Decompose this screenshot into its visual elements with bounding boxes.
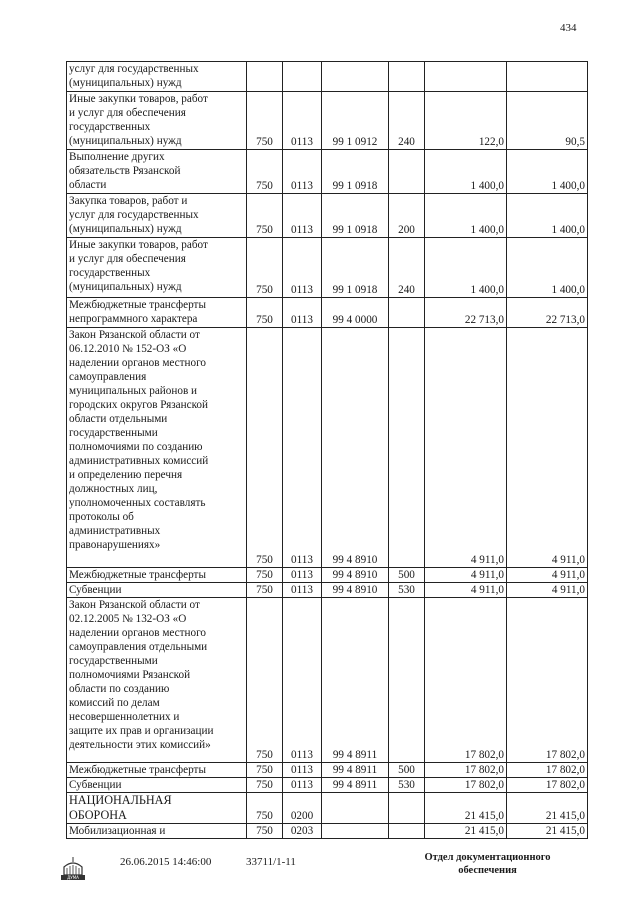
cell-ved: 750: [247, 238, 283, 298]
cell-sum-2: 4 911,0: [507, 568, 588, 583]
row-name: Субвенции: [67, 583, 247, 598]
row-name: Закупка товаров, работ и услуг для государственных (муниципальных) нужд: [67, 194, 247, 238]
cell-vr: 500: [389, 763, 425, 778]
table-row: [67, 92, 588, 150]
cell-sum-1: 1 400,0: [425, 194, 507, 238]
cell-sum-2: 4 911,0: [507, 328, 588, 568]
cell-ved: [247, 62, 283, 92]
cell-sum-2: 1 400,0: [507, 238, 588, 298]
cell-razdel: 0113: [283, 778, 322, 793]
table-row: [67, 328, 588, 568]
cell-sum-2: 90,5: [507, 92, 588, 150]
cell-sum-1: 17 802,0: [425, 778, 507, 793]
row-name: Мобилизационная и: [67, 824, 247, 839]
cell-sum-1: 17 802,0: [425, 598, 507, 763]
cell-vr: 530: [389, 583, 425, 598]
cell-razdel: 0203: [283, 824, 322, 839]
cell-vr: [389, 824, 425, 839]
cell-csr: [322, 62, 389, 92]
cell-sum-1: [425, 62, 507, 92]
cell-csr: 99 4 8911: [322, 778, 389, 793]
cell-ved: 750: [247, 778, 283, 793]
cell-sum-1: 21 415,0: [425, 793, 507, 824]
cell-vr: 530: [389, 778, 425, 793]
cell-sum-2: 17 802,0: [507, 763, 588, 778]
cell-razdel: 0113: [283, 92, 322, 150]
cell-razdel: 0200: [283, 793, 322, 824]
cell-ved: 750: [247, 583, 283, 598]
row-name: Закон Рязанской области от 02.12.2005 № 132-ОЗ «О наделении органов местного самоуправления отдельными государственными полномочиями Рязанской области по созданию комиссий по делам несовершеннолетних и защите их прав и организации деятельности этих комиссий»: [67, 598, 247, 763]
cell-vr: 240: [389, 238, 425, 298]
cell-razdel: 0113: [283, 194, 322, 238]
cell-csr: 99 4 8911: [322, 763, 389, 778]
duma-logo-icon: [58, 853, 88, 883]
budget-table-body: [67, 62, 588, 839]
cell-ved: 750: [247, 793, 283, 824]
cell-sum-1: 1 400,0: [425, 238, 507, 298]
cell-sum-1: 17 802,0: [425, 763, 507, 778]
row-name: Выполнение других обязательств Рязанской области: [67, 150, 247, 194]
cell-csr: 99 4 8910: [322, 328, 389, 568]
cell-ved: 750: [247, 150, 283, 194]
cell-razdel: 0113: [283, 238, 322, 298]
table-row: [67, 194, 588, 238]
cell-sum-1: 21 415,0: [425, 824, 507, 839]
footer-datetime: 26.06.2015 14:46:00: [120, 856, 212, 868]
cell-csr: 99 1 0918: [322, 194, 389, 238]
table-row: [67, 763, 588, 778]
row-name: услуг для государственных (муниципальных) нужд: [67, 62, 247, 92]
row-name: Иные закупки товаров, работ и услуг для обеспечения государственных (муниципальных) нужд: [67, 238, 247, 298]
cell-ved: 750: [247, 194, 283, 238]
cell-vr: [389, 150, 425, 194]
row-name: НАЦИОНАЛЬНАЯ ОБОРОНА: [67, 793, 247, 824]
cell-sum-1: 4 911,0: [425, 328, 507, 568]
cell-csr: [322, 793, 389, 824]
cell-razdel: 0113: [283, 583, 322, 598]
cell-ved: 750: [247, 824, 283, 839]
cell-ved: 750: [247, 328, 283, 568]
cell-vr: 200: [389, 194, 425, 238]
cell-sum-1: 1 400,0: [425, 150, 507, 194]
cell-vr: 500: [389, 568, 425, 583]
page-number: 434: [560, 22, 577, 34]
cell-vr: [389, 298, 425, 328]
row-name: Межбюджетные трансферты: [67, 568, 247, 583]
cell-razdel: 0113: [283, 150, 322, 194]
footer-department: Отдел документационного обеспечения: [424, 852, 551, 876]
cell-sum-1: 22 713,0: [425, 298, 507, 328]
table-row: [67, 583, 588, 598]
cell-sum-1: 4 911,0: [425, 568, 507, 583]
cell-vr: [389, 793, 425, 824]
cell-sum-1: 122,0: [425, 92, 507, 150]
page-footer: [0, 851, 640, 891]
cell-sum-2: 17 802,0: [507, 598, 588, 763]
row-name: Межбюджетные трансферты непрограммного характера: [67, 298, 247, 328]
cell-sum-2: [507, 62, 588, 92]
cell-razdel: 0113: [283, 328, 322, 568]
cell-sum-2: 21 415,0: [507, 793, 588, 824]
cell-csr: 99 4 8910: [322, 583, 389, 598]
table-row: [67, 568, 588, 583]
cell-razdel: 0113: [283, 598, 322, 763]
cell-csr: 99 4 8910: [322, 568, 389, 583]
cell-ved: 750: [247, 298, 283, 328]
cell-csr: [322, 824, 389, 839]
row-name: Иные закупки товаров, работ и услуг для обеспечения государственных (муниципальных) нужд: [67, 92, 247, 150]
row-name: Субвенции: [67, 778, 247, 793]
cell-razdel: [283, 62, 322, 92]
cell-sum-2: 4 911,0: [507, 583, 588, 598]
table-row: [67, 778, 588, 793]
cell-ved: 750: [247, 92, 283, 150]
cell-sum-2: 1 400,0: [507, 150, 588, 194]
table-row: [67, 150, 588, 194]
cell-razdel: 0113: [283, 568, 322, 583]
row-name: Межбюджетные трансферты: [67, 763, 247, 778]
cell-ved: 750: [247, 763, 283, 778]
cell-vr: 240: [389, 92, 425, 150]
cell-razdel: 0113: [283, 298, 322, 328]
cell-sum-2: 17 802,0: [507, 778, 588, 793]
cell-razdel: 0113: [283, 763, 322, 778]
table-row: [67, 298, 588, 328]
cell-csr: 99 1 0912: [322, 92, 389, 150]
cell-vr: [389, 62, 425, 92]
row-name: Закон Рязанской области от 06.12.2010 № 152-ОЗ «О наделении органов местного самоуправления муниципальных районов и городских округов Рязанской области отдельными государственными полномочиями по созданию административных комиссий и определению перечня должностных лиц, уполномоченных составлять протоколы об административных правонарушениях»: [67, 328, 247, 568]
cell-csr: 99 1 0918: [322, 150, 389, 194]
cell-vr: [389, 598, 425, 763]
cell-csr: 99 4 8911: [322, 598, 389, 763]
table-row: [67, 824, 588, 839]
cell-csr: 99 1 0918: [322, 238, 389, 298]
cell-csr: 99 4 0000: [322, 298, 389, 328]
cell-sum-2: 21 415,0: [507, 824, 588, 839]
table-row: [67, 598, 588, 763]
table-row: [67, 62, 588, 92]
cell-vr: [389, 328, 425, 568]
cell-ved: 750: [247, 568, 283, 583]
table-row: [67, 793, 588, 824]
table-row: [67, 238, 588, 298]
cell-sum-1: 4 911,0: [425, 583, 507, 598]
logo-text: ДУМА: [67, 875, 79, 881]
cell-sum-2: 1 400,0: [507, 194, 588, 238]
footer-doc-code: 33711/1-11: [246, 856, 296, 868]
budget-table: [66, 61, 588, 839]
cell-sum-2: 22 713,0: [507, 298, 588, 328]
cell-ved: 750: [247, 598, 283, 763]
